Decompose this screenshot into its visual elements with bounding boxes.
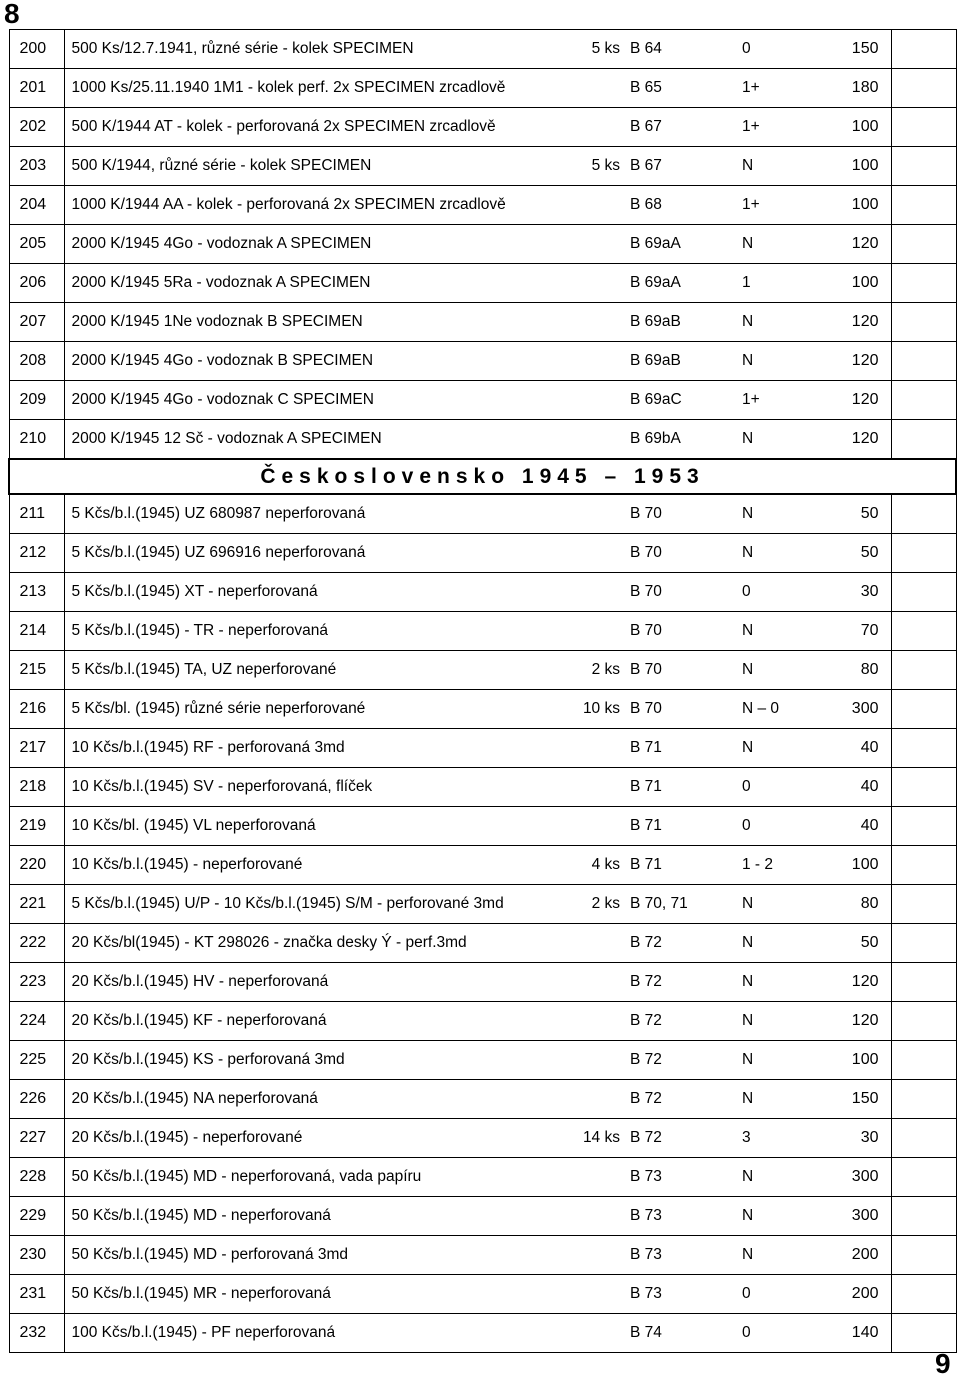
item-price: 50 bbox=[801, 924, 891, 963]
item-grade: 1 - 2 bbox=[736, 846, 801, 885]
item-description: 5 Kčs/b.l.(1945) UZ 680987 neperforovaná bbox=[64, 494, 569, 534]
item-quantity bbox=[569, 381, 626, 420]
item-number: 219 bbox=[9, 807, 64, 846]
item-catalog-number: B 72 bbox=[626, 963, 736, 1002]
blank-cell bbox=[891, 1080, 956, 1119]
item-grade: N bbox=[736, 534, 801, 573]
item-description: 1000 K/1944 AA - kolek - perforovaná 2x SPECIMEN zrcadlově bbox=[64, 186, 569, 225]
table-row bbox=[9, 1119, 956, 1158]
item-grade: 1+ bbox=[736, 186, 801, 225]
item-price: 40 bbox=[801, 729, 891, 768]
item-description: 20 Kčs/b.l.(1945) KF - neperforovaná bbox=[64, 1002, 569, 1041]
item-price: 40 bbox=[801, 807, 891, 846]
item-price: 300 bbox=[801, 1158, 891, 1197]
item-quantity bbox=[569, 573, 626, 612]
item-price: 30 bbox=[801, 573, 891, 612]
item-price: 150 bbox=[801, 1080, 891, 1119]
item-number: 225 bbox=[9, 1041, 64, 1080]
item-number: 201 bbox=[9, 69, 64, 108]
item-quantity bbox=[569, 1041, 626, 1080]
blank-cell bbox=[891, 690, 956, 729]
item-number: 208 bbox=[9, 342, 64, 381]
table-row bbox=[9, 108, 956, 147]
table-row bbox=[9, 1236, 956, 1275]
item-quantity: 14 ks bbox=[569, 1119, 626, 1158]
item-price: 140 bbox=[801, 1314, 891, 1353]
item-number: 211 bbox=[9, 494, 64, 534]
table-row bbox=[9, 1158, 956, 1197]
item-grade: 0 bbox=[736, 1275, 801, 1314]
item-price: 300 bbox=[801, 690, 891, 729]
item-catalog-number: B 71 bbox=[626, 768, 736, 807]
item-price: 50 bbox=[801, 494, 891, 534]
item-description: 10 Kčs/b.l.(1945) - neperforované bbox=[64, 846, 569, 885]
item-quantity bbox=[569, 420, 626, 460]
table-row bbox=[9, 846, 956, 885]
item-number: 203 bbox=[9, 147, 64, 186]
item-grade: 1+ bbox=[736, 381, 801, 420]
blank-cell bbox=[891, 69, 956, 108]
item-grade: N bbox=[736, 342, 801, 381]
item-description: 2000 K/1945 1Ne vodoznak B SPECIMEN bbox=[64, 303, 569, 342]
table-row bbox=[9, 729, 956, 768]
item-description: 20 Kčs/b.l.(1945) NA neperforovaná bbox=[64, 1080, 569, 1119]
item-price: 50 bbox=[801, 534, 891, 573]
item-catalog-number: B 70 bbox=[626, 534, 736, 573]
item-description: 20 Kčs/b.l.(1945) - neperforované bbox=[64, 1119, 569, 1158]
item-description: 10 Kčs/b.l.(1945) RF - perforovaná 3md bbox=[64, 729, 569, 768]
item-catalog-number: B 72 bbox=[626, 1080, 736, 1119]
item-number: 212 bbox=[9, 534, 64, 573]
item-price: 120 bbox=[801, 420, 891, 460]
blank-cell bbox=[891, 768, 956, 807]
blank-cell bbox=[891, 186, 956, 225]
table-row bbox=[9, 1197, 956, 1236]
item-grade: N bbox=[736, 225, 801, 264]
blank-cell bbox=[891, 1236, 956, 1275]
item-number: 209 bbox=[9, 381, 64, 420]
item-price: 120 bbox=[801, 963, 891, 1002]
item-price: 120 bbox=[801, 342, 891, 381]
item-grade: 0 bbox=[736, 1314, 801, 1353]
table-row bbox=[9, 494, 956, 534]
item-number: 200 bbox=[9, 30, 64, 69]
item-quantity bbox=[569, 1314, 626, 1353]
item-catalog-number: B 71 bbox=[626, 846, 736, 885]
item-catalog-number: B 70 bbox=[626, 573, 736, 612]
item-number: 223 bbox=[9, 963, 64, 1002]
item-description: 500 K/1944, různé série - kolek SPECIMEN bbox=[64, 147, 569, 186]
item-description: 500 Ks/12.7.1941, různé série - kolek SPECIMEN bbox=[64, 30, 569, 69]
item-catalog-number: B 73 bbox=[626, 1236, 736, 1275]
item-price: 150 bbox=[801, 30, 891, 69]
page-number-bottom: 9 bbox=[935, 1348, 951, 1379]
item-grade: N bbox=[736, 1002, 801, 1041]
blank-cell bbox=[891, 846, 956, 885]
blank-cell bbox=[891, 1197, 956, 1236]
blank-cell bbox=[891, 612, 956, 651]
item-quantity bbox=[569, 108, 626, 147]
item-grade: 0 bbox=[736, 768, 801, 807]
item-grade: 3 bbox=[736, 1119, 801, 1158]
item-number: 216 bbox=[9, 690, 64, 729]
item-quantity bbox=[569, 963, 626, 1002]
blank-cell bbox=[891, 225, 956, 264]
item-number: 210 bbox=[9, 420, 64, 460]
table-row bbox=[9, 573, 956, 612]
item-quantity bbox=[569, 494, 626, 534]
item-number: 227 bbox=[9, 1119, 64, 1158]
item-number: 231 bbox=[9, 1275, 64, 1314]
item-number: 207 bbox=[9, 303, 64, 342]
item-number: 221 bbox=[9, 885, 64, 924]
blank-cell bbox=[891, 147, 956, 186]
item-description: 10 Kčs/bl. (1945) VL neperforovaná bbox=[64, 807, 569, 846]
item-catalog-number: B 72 bbox=[626, 1002, 736, 1041]
item-description: 2000 K/1945 12 Sč - vodoznak A SPECIMEN bbox=[64, 420, 569, 460]
blank-cell bbox=[891, 651, 956, 690]
item-catalog-number: B 68 bbox=[626, 186, 736, 225]
table-row bbox=[9, 1002, 956, 1041]
item-quantity bbox=[569, 1158, 626, 1197]
item-price: 200 bbox=[801, 1275, 891, 1314]
item-grade: N bbox=[736, 1158, 801, 1197]
item-quantity bbox=[569, 612, 626, 651]
item-grade: N bbox=[736, 1041, 801, 1080]
item-price: 100 bbox=[801, 147, 891, 186]
table-row bbox=[9, 807, 956, 846]
table-row bbox=[9, 1314, 956, 1353]
blank-cell bbox=[891, 1002, 956, 1041]
item-catalog-number: B 73 bbox=[626, 1197, 736, 1236]
table-row bbox=[9, 225, 956, 264]
item-quantity: 10 ks bbox=[569, 690, 626, 729]
item-grade: 0 bbox=[736, 573, 801, 612]
item-price: 30 bbox=[801, 1119, 891, 1158]
item-description: 50 Kčs/b.l.(1945) MD - neperforovaná bbox=[64, 1197, 569, 1236]
item-number: 213 bbox=[9, 573, 64, 612]
item-number: 217 bbox=[9, 729, 64, 768]
blank-cell bbox=[891, 885, 956, 924]
item-catalog-number: B 70 bbox=[626, 651, 736, 690]
item-catalog-number: B 72 bbox=[626, 1041, 736, 1080]
item-catalog-number: B 72 bbox=[626, 924, 736, 963]
blank-cell bbox=[891, 342, 956, 381]
item-description: 5 Kčs/b.l.(1945) XT - neperforovaná bbox=[64, 573, 569, 612]
item-price: 100 bbox=[801, 186, 891, 225]
blank-cell bbox=[891, 1314, 956, 1353]
item-description: 20 Kčs/b.l.(1945) HV - neperforovaná bbox=[64, 963, 569, 1002]
item-catalog-number: B 70, 71 bbox=[626, 885, 736, 924]
item-catalog-number: B 69bA bbox=[626, 420, 736, 460]
item-description: 1000 Ks/25.11.1940 1M1 - kolek perf. 2x SPECIMEN zrcadlově bbox=[64, 69, 569, 108]
section-title: Československo 1945 – 1953 bbox=[9, 459, 956, 494]
blank-cell bbox=[891, 1041, 956, 1080]
item-description: 50 Kčs/b.l.(1945) MD - perforovaná 3md bbox=[64, 1236, 569, 1275]
blank-cell bbox=[891, 573, 956, 612]
item-quantity bbox=[569, 1275, 626, 1314]
item-description: 100 Kčs/b.l.(1945) - PF neperforovaná bbox=[64, 1314, 569, 1353]
item-catalog-number: B 64 bbox=[626, 30, 736, 69]
item-quantity bbox=[569, 225, 626, 264]
section-header-row bbox=[9, 459, 956, 494]
item-quantity bbox=[569, 303, 626, 342]
item-price: 180 bbox=[801, 69, 891, 108]
item-price: 200 bbox=[801, 1236, 891, 1275]
item-number: 205 bbox=[9, 225, 64, 264]
item-description: 5 Kčs/b.l.(1945) TA, UZ neperforované bbox=[64, 651, 569, 690]
item-catalog-number: B 70 bbox=[626, 690, 736, 729]
catalog-table bbox=[8, 29, 957, 1353]
item-catalog-number: B 69aB bbox=[626, 303, 736, 342]
item-description: 500 K/1944 AT - kolek - perforovaná 2x SPECIMEN zrcadlově bbox=[64, 108, 569, 147]
item-grade: N bbox=[736, 494, 801, 534]
item-catalog-number: B 72 bbox=[626, 1119, 736, 1158]
table-row bbox=[9, 342, 956, 381]
blank-cell bbox=[891, 303, 956, 342]
item-grade: 0 bbox=[736, 807, 801, 846]
item-grade: N bbox=[736, 1236, 801, 1275]
item-price: 300 bbox=[801, 1197, 891, 1236]
item-quantity: 4 ks bbox=[569, 846, 626, 885]
blank-cell bbox=[891, 1158, 956, 1197]
item-quantity bbox=[569, 1236, 626, 1275]
item-number: 206 bbox=[9, 264, 64, 303]
item-catalog-number: B 65 bbox=[626, 69, 736, 108]
item-number: 232 bbox=[9, 1314, 64, 1353]
blank-cell bbox=[891, 108, 956, 147]
item-grade: N bbox=[736, 924, 801, 963]
item-number: 224 bbox=[9, 1002, 64, 1041]
item-price: 100 bbox=[801, 1041, 891, 1080]
item-catalog-number: B 71 bbox=[626, 807, 736, 846]
blank-cell bbox=[891, 381, 956, 420]
table-row bbox=[9, 768, 956, 807]
item-price: 120 bbox=[801, 303, 891, 342]
item-description: 10 Kčs/b.l.(1945) SV - neperforovaná, flíček bbox=[64, 768, 569, 807]
item-quantity bbox=[569, 1080, 626, 1119]
item-grade: N bbox=[736, 303, 801, 342]
item-quantity bbox=[569, 768, 626, 807]
table-row bbox=[9, 147, 956, 186]
item-number: 215 bbox=[9, 651, 64, 690]
table-row bbox=[9, 534, 956, 573]
item-catalog-number: B 67 bbox=[626, 147, 736, 186]
table-row bbox=[9, 885, 956, 924]
item-quantity bbox=[569, 534, 626, 573]
blank-cell bbox=[891, 494, 956, 534]
item-catalog-number: B 69aA bbox=[626, 225, 736, 264]
item-description: 2000 K/1945 5Ra - vodoznak A SPECIMEN bbox=[64, 264, 569, 303]
item-quantity bbox=[569, 1197, 626, 1236]
item-description: 2000 K/1945 4Go - vodoznak A SPECIMEN bbox=[64, 225, 569, 264]
item-quantity: 2 ks bbox=[569, 651, 626, 690]
item-grade: N bbox=[736, 729, 801, 768]
blank-cell bbox=[891, 264, 956, 303]
item-quantity bbox=[569, 807, 626, 846]
item-price: 120 bbox=[801, 381, 891, 420]
item-catalog-number: B 73 bbox=[626, 1275, 736, 1314]
table-row bbox=[9, 381, 956, 420]
item-description: 5 Kčs/bl. (1945) různé série neperforované bbox=[64, 690, 569, 729]
item-price: 100 bbox=[801, 846, 891, 885]
page-number-top: 8 bbox=[4, 0, 20, 29]
item-number: 222 bbox=[9, 924, 64, 963]
item-catalog-number: B 67 bbox=[626, 108, 736, 147]
item-catalog-number: B 74 bbox=[626, 1314, 736, 1353]
item-grade: N bbox=[736, 651, 801, 690]
blank-cell bbox=[891, 534, 956, 573]
blank-cell bbox=[891, 963, 956, 1002]
item-description: 50 Kčs/b.l.(1945) MR - neperforovaná bbox=[64, 1275, 569, 1314]
item-price: 40 bbox=[801, 768, 891, 807]
item-grade: N bbox=[736, 1197, 801, 1236]
item-price: 100 bbox=[801, 108, 891, 147]
item-grade: N bbox=[736, 147, 801, 186]
item-description: 2000 K/1945 4Go - vodoznak B SPECIMEN bbox=[64, 342, 569, 381]
item-grade: 1+ bbox=[736, 69, 801, 108]
item-description: 20 Kčs/b.l.(1945) KS - perforovaná 3md bbox=[64, 1041, 569, 1080]
item-quantity bbox=[569, 342, 626, 381]
table-row bbox=[9, 612, 956, 651]
item-catalog-number: B 71 bbox=[626, 729, 736, 768]
table-row bbox=[9, 963, 956, 1002]
blank-cell bbox=[891, 1119, 956, 1158]
item-quantity bbox=[569, 729, 626, 768]
item-number: 202 bbox=[9, 108, 64, 147]
table-row bbox=[9, 30, 956, 69]
item-catalog-number: B 69aC bbox=[626, 381, 736, 420]
item-price: 120 bbox=[801, 1002, 891, 1041]
item-description: 5 Kčs/b.l.(1945) U/P - 10 Kčs/b.l.(1945) S/M - perforované 3md bbox=[64, 885, 569, 924]
item-grade: N bbox=[736, 612, 801, 651]
item-number: 226 bbox=[9, 1080, 64, 1119]
blank-cell bbox=[891, 1275, 956, 1314]
item-grade: N – 0 bbox=[736, 690, 801, 729]
table-row bbox=[9, 1275, 956, 1314]
item-description: 50 Kčs/b.l.(1945) MD - neperforovaná, vada papíru bbox=[64, 1158, 569, 1197]
item-quantity: 2 ks bbox=[569, 885, 626, 924]
item-description: 5 Kčs/b.l.(1945) UZ 696916 neperforovaná bbox=[64, 534, 569, 573]
item-grade: N bbox=[736, 420, 801, 460]
blank-cell bbox=[891, 924, 956, 963]
table-row bbox=[9, 1080, 956, 1119]
table-row bbox=[9, 264, 956, 303]
item-grade: 0 bbox=[736, 30, 801, 69]
item-number: 229 bbox=[9, 1197, 64, 1236]
table-row bbox=[9, 690, 956, 729]
table-row bbox=[9, 924, 956, 963]
item-quantity bbox=[569, 186, 626, 225]
table-row bbox=[9, 186, 956, 225]
item-number: 228 bbox=[9, 1158, 64, 1197]
item-grade: N bbox=[736, 885, 801, 924]
item-description: 2000 K/1945 4Go - vodoznak C SPECIMEN bbox=[64, 381, 569, 420]
item-number: 220 bbox=[9, 846, 64, 885]
blank-cell bbox=[891, 729, 956, 768]
item-number: 214 bbox=[9, 612, 64, 651]
item-price: 120 bbox=[801, 225, 891, 264]
item-grade: 1 bbox=[736, 264, 801, 303]
table-row bbox=[9, 303, 956, 342]
item-catalog-number: B 73 bbox=[626, 1158, 736, 1197]
item-price: 100 bbox=[801, 264, 891, 303]
item-description: 20 Kčs/bl(1945) - KT 298026 - značka desky Ý - perf.3md bbox=[64, 924, 569, 963]
item-catalog-number: B 69aA bbox=[626, 264, 736, 303]
blank-cell bbox=[891, 30, 956, 69]
blank-cell bbox=[891, 807, 956, 846]
table-row bbox=[9, 651, 956, 690]
table-row bbox=[9, 1041, 956, 1080]
table-row bbox=[9, 69, 956, 108]
item-price: 80 bbox=[801, 885, 891, 924]
item-quantity bbox=[569, 1002, 626, 1041]
item-price: 80 bbox=[801, 651, 891, 690]
item-description: 5 Kčs/b.l.(1945) - TR - neperforovaná bbox=[64, 612, 569, 651]
item-quantity bbox=[569, 924, 626, 963]
blank-cell bbox=[891, 420, 956, 460]
item-number: 204 bbox=[9, 186, 64, 225]
item-catalog-number: B 70 bbox=[626, 612, 736, 651]
item-grade: 1+ bbox=[736, 108, 801, 147]
item-price: 70 bbox=[801, 612, 891, 651]
item-number: 230 bbox=[9, 1236, 64, 1275]
item-grade: N bbox=[736, 963, 801, 1002]
table-row bbox=[9, 420, 956, 460]
item-number: 218 bbox=[9, 768, 64, 807]
item-catalog-number: B 69aB bbox=[626, 342, 736, 381]
item-grade: N bbox=[736, 1080, 801, 1119]
item-catalog-number: B 70 bbox=[626, 494, 736, 534]
item-quantity: 5 ks bbox=[569, 30, 626, 69]
item-quantity: 5 ks bbox=[569, 147, 626, 186]
item-quantity bbox=[569, 264, 626, 303]
item-quantity bbox=[569, 69, 626, 108]
